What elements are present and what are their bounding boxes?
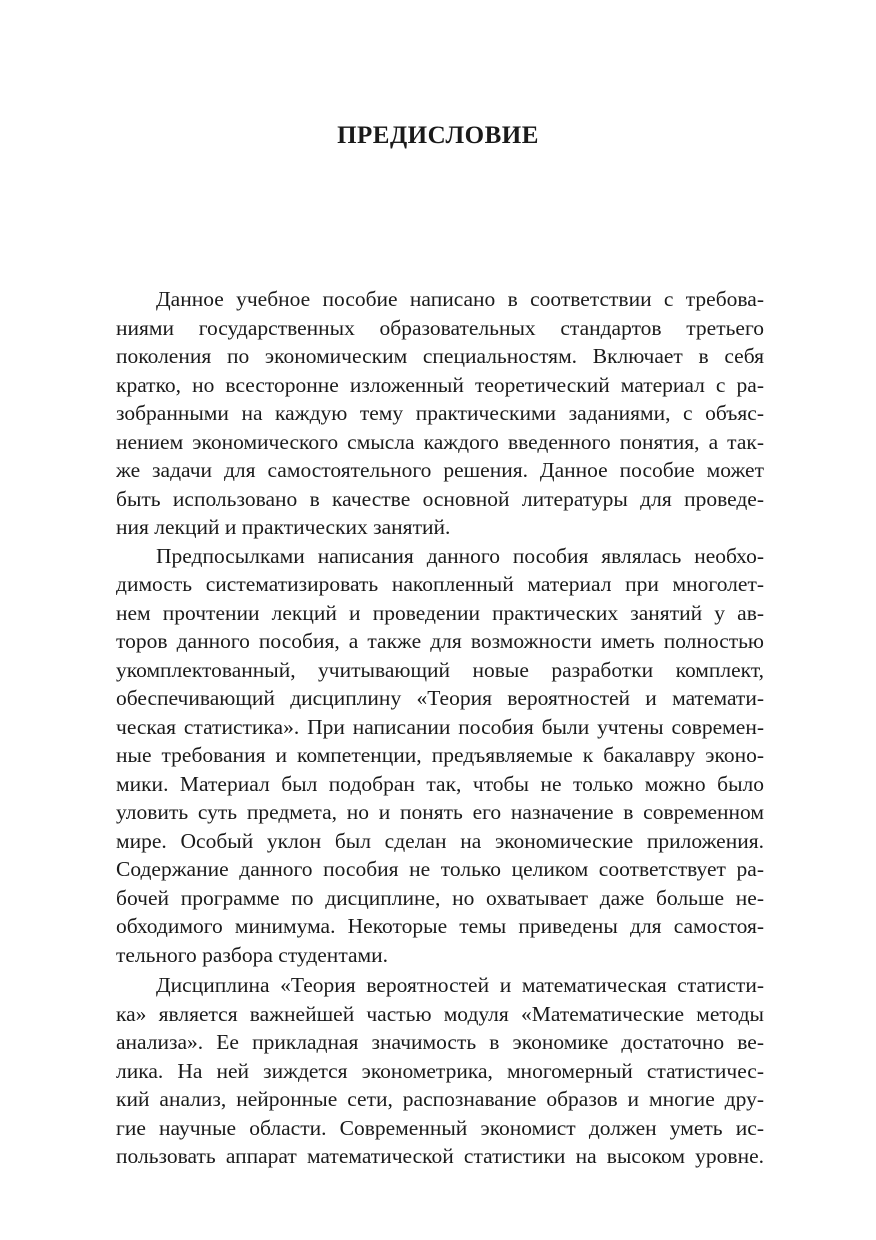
text-line: лика. На ней зиждется эконометрика, многомерный статистичес-	[116, 1058, 764, 1083]
text-line: торов данного пособия, а также для возможности иметь полностью	[116, 629, 764, 653]
text-line: Данное учебное пособие написано в соответствии с требова-	[156, 287, 764, 311]
text-line: бочей программе по дисциплине, но охватывает даже больше не-	[116, 885, 764, 910]
text-line: зобранными на каждую тему практическими заданиями, с объяс-	[116, 401, 764, 425]
body-text	[116, 285, 764, 1171]
text-line: поколения по экономическим специальностям. Включает в себя	[116, 344, 764, 368]
text-line: ка» является важнейшей частью модуля «Математические методы	[116, 1001, 764, 1026]
text-line: обеспечивающий дисциплину «Теория вероятностей и математи-	[116, 686, 764, 710]
text-line: мире. Особый уклон был сделан на экономические приложения.	[116, 828, 764, 853]
text-line: ния лекций и практических занятий.	[116, 515, 451, 539]
text-line: кратко, но всесторонне изложенный теоретический материал с ра-	[116, 372, 764, 397]
text-line: нением экономического смысла каждого введенного понятия, а так-	[116, 429, 764, 454]
text-line: ные требования и компетенции, предъявляемые к бакалавру эконо-	[116, 743, 764, 767]
text-line: укомплектованный, учитывающий новые разработки комплект,	[116, 657, 764, 682]
text-line: Предпосылками написания данного пособия являлась необхо-	[156, 543, 764, 568]
text-line: обходимого минимума. Некоторые темы приведены для самостоя-	[116, 914, 764, 938]
text-line: уловить суть предмета, но и понять его назначение в современном	[116, 800, 764, 824]
paragraph-1	[116, 285, 764, 542]
text-line: тельного разбора студентами.	[116, 942, 389, 967]
text-line: мики. Материал был подобран так, чтобы не только можно было	[116, 771, 764, 796]
text-line: ниями государственных образовательных стандартов третьего	[116, 315, 764, 340]
page-title: ПРЕДИСЛОВИЕ	[337, 122, 539, 149]
text-line: пользовать аппарат математической статистики на высоком уровне.	[116, 1144, 764, 1168]
text-line: кий анализ, нейронные сети, распознавание образов и многие дру-	[116, 1087, 764, 1111]
text-line: Дисциплина «Теория вероятностей и математическая статисти-	[156, 973, 764, 997]
text-line: Содержание данного пособия не только целиком соответствует ра-	[116, 857, 764, 881]
text-line: анализа». Ее прикладная значимость в экономике достаточно ве-	[116, 1030, 764, 1054]
text-line: быть использовано в качестве основной литературы для проведе-	[116, 486, 764, 511]
paragraph-2	[116, 542, 764, 970]
paragraph-3	[116, 971, 764, 1171]
text-line: гие научные области. Современный экономист должен уметь ис-	[116, 1115, 764, 1140]
text-line: димость систематизировать накопленный материал при многолет-	[116, 572, 764, 596]
text-line: нем прочтении лекций и проведении практических занятий у ав-	[116, 600, 764, 625]
text-line: ческая статистика». При написании пособия были учтены современ-	[116, 714, 764, 739]
text-line: же задачи для самостоятельного решения. Данное пособие может	[116, 458, 764, 482]
